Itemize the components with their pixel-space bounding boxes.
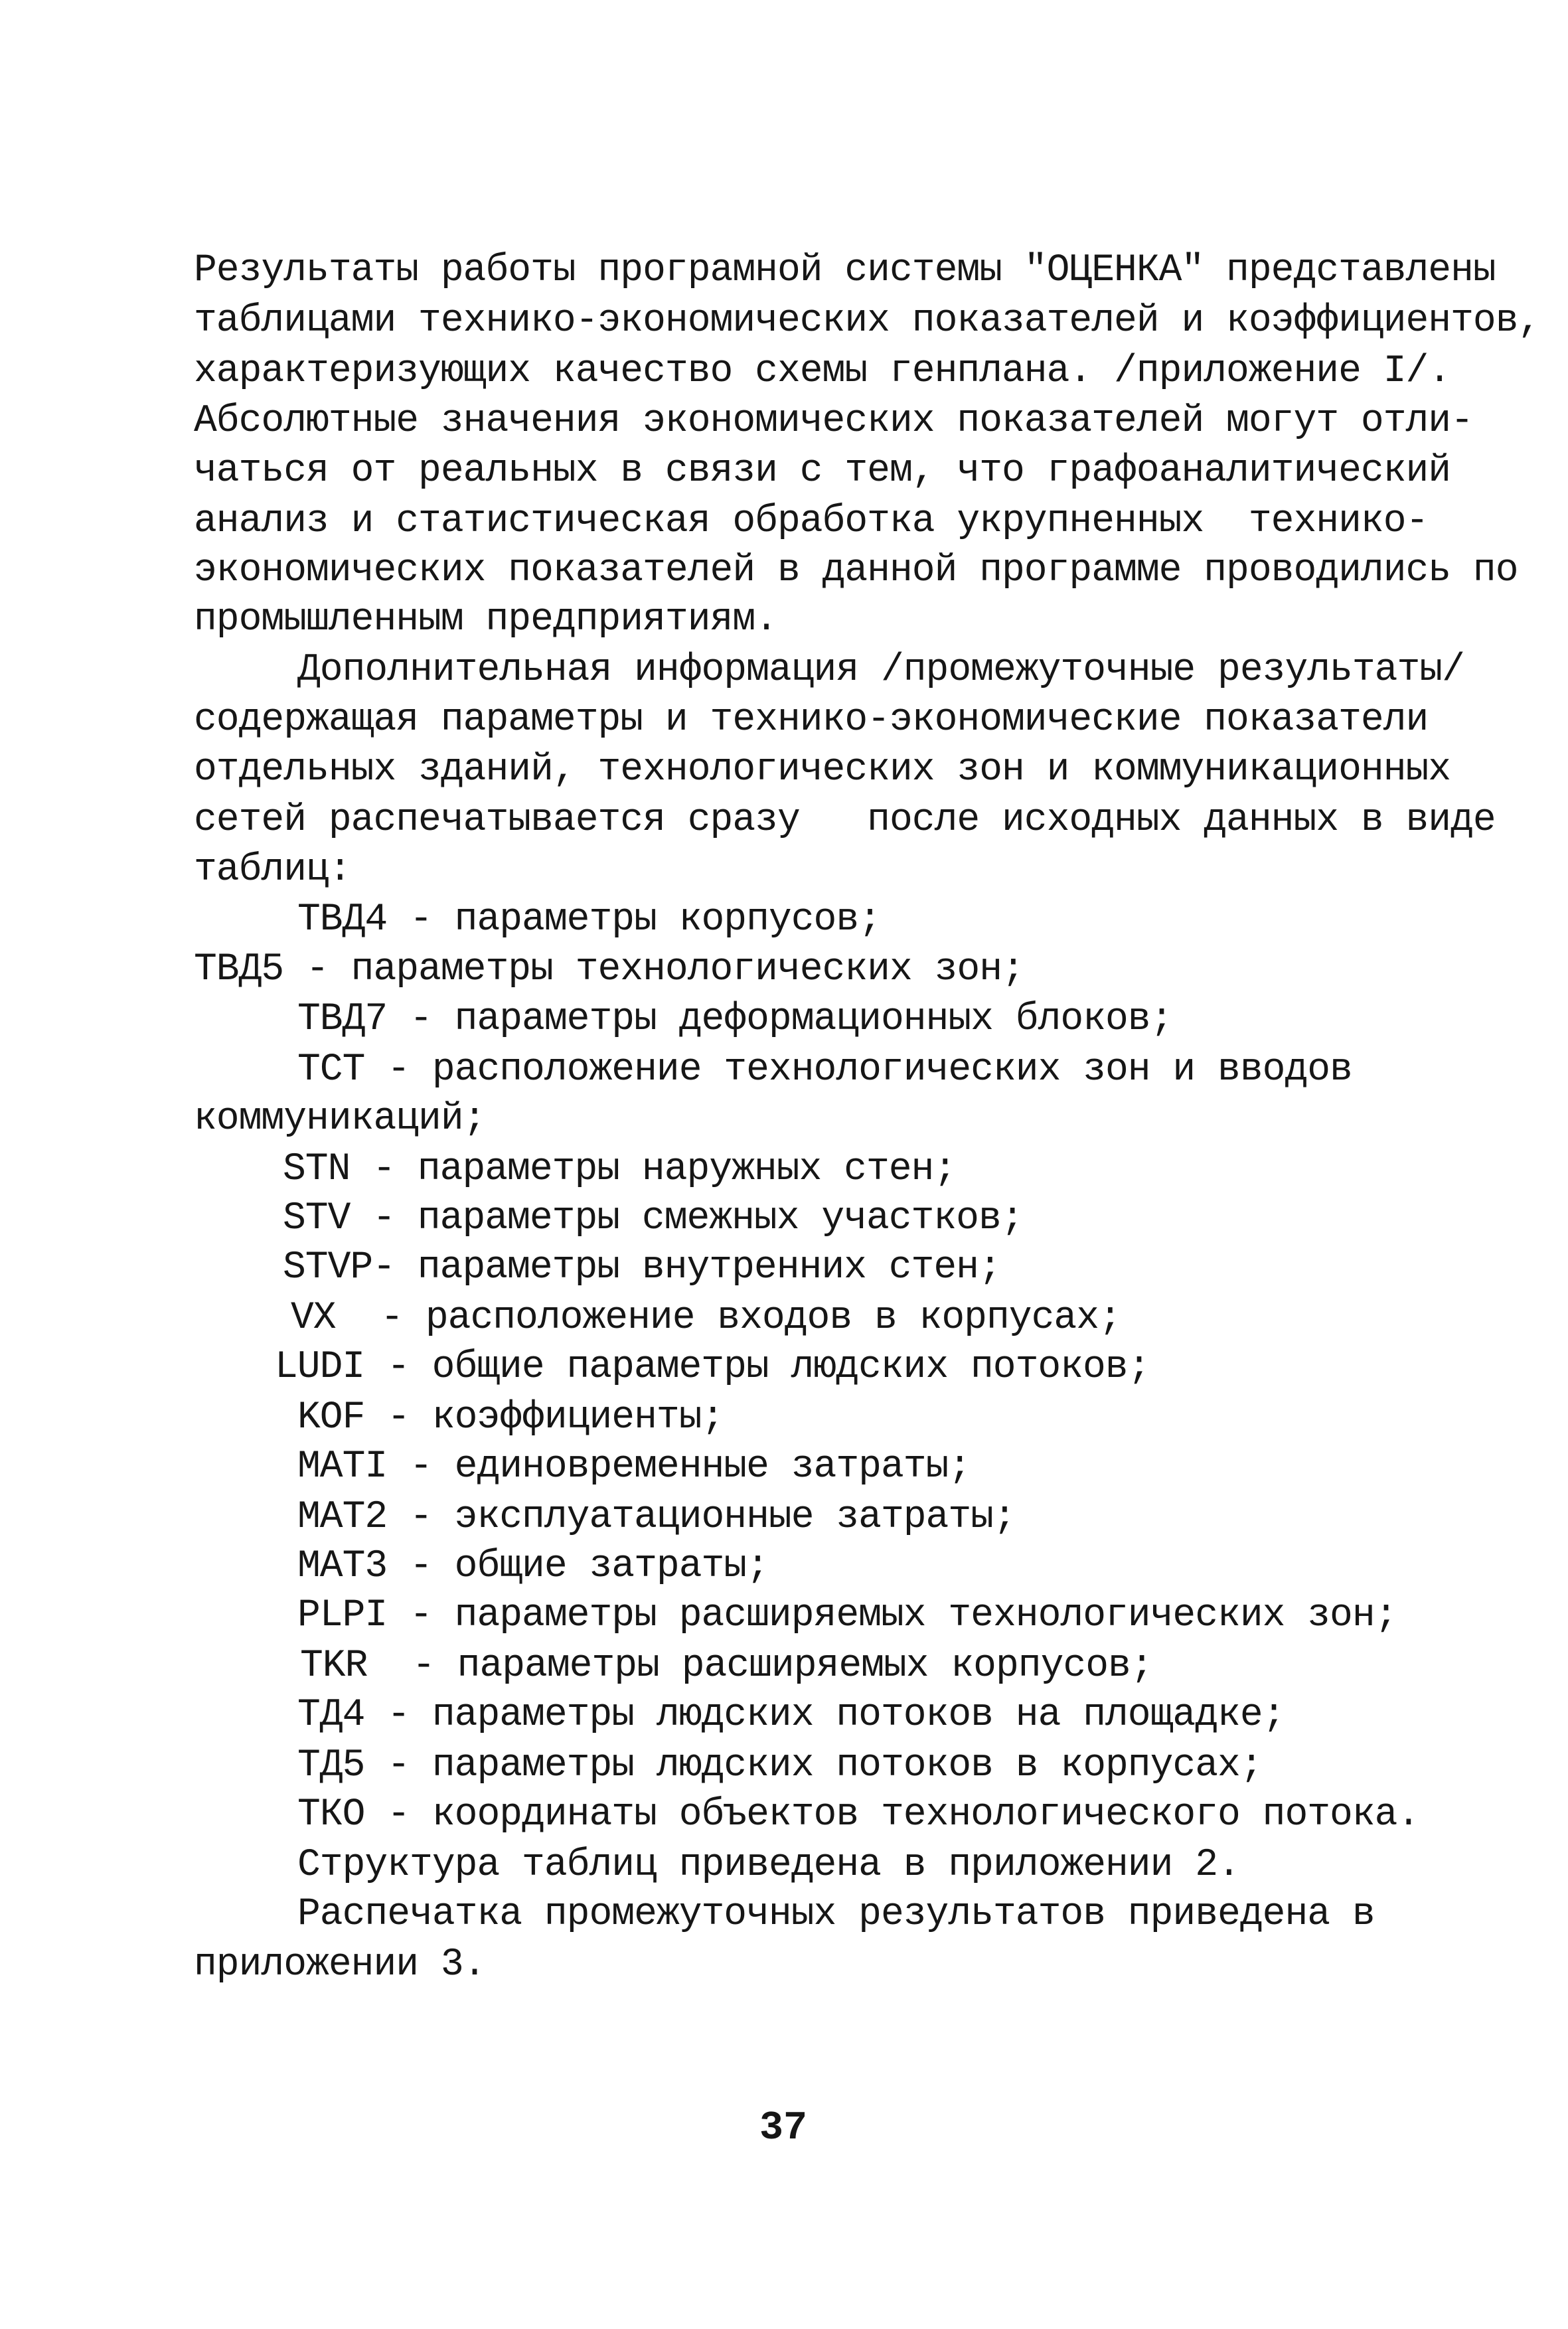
closing-line: Структура таблиц приведена в приложении 2. [297,1844,1240,1887]
table-list-item: ТКО - координаты объектов технологического потока. [297,1793,1420,1836]
table-list-item: ТД4 - параметры людских потоков на площадке; [297,1694,1285,1737]
table-list-item: коммуникаций; [194,1097,486,1141]
paragraph2-line: таблиц: [194,848,351,892]
table-list-item: MATI - единовременные затраты; [297,1445,971,1488]
paragraph1-line: Абсолютные значения экономических показателей могут отли- [194,400,1473,443]
closing-line: приложении 3. [194,1943,486,1986]
paragraph1-line: таблицами технико-экономических показателей и коэффициентов, [194,299,1541,343]
paragraph2-line: Дополнительная информация /промежуточные результаты/ [297,649,1464,692]
table-list-item: ТВД4 - параметры корпусов; [297,898,881,941]
paragraph1-line: характеризующих качество схемы генплана. /приложение I/. [194,350,1451,393]
table-list-item: STV - параметры смежных участков; [283,1197,1024,1240]
table-list-item: ТСТ - расположение технологических зон и вводов [297,1048,1352,1091]
table-list-item: ТВД5 - параметры технологических зон; [194,948,1024,991]
page-number: 37 [759,2106,807,2151]
paragraph1-line: анализ и статистическая обработка укрупненных технико- [194,500,1429,543]
paragraph2-line: содержащая параметры и технико-экономические показатели [194,698,1429,742]
table-list-item: VX - расположение входов в корпусах; [291,1297,1121,1340]
table-list-item: KOF - коэффициенты; [297,1396,724,1439]
table-list-item: STN - параметры наружных стен; [283,1148,957,1191]
paragraph1-line: экономических показателей в данной программе проводились по [194,549,1518,592]
table-list-item: STVP- параметры внутренних стен; [283,1246,1001,1289]
paragraph2-line: сетей распечатывается сразу после исходных данных в виде [194,799,1496,842]
table-list-item: MAT3 - общие затраты; [297,1545,769,1588]
paragraph1-line: промышленным предприятиям. [194,598,777,641]
closing-line: Распечатка промежуточных результатов приведена в [297,1893,1375,1936]
table-list-item: LUDI - общие параметры людских потоков; [275,1346,1150,1389]
table-list-item: ТВД7 - параметры деформационных блоков; [297,998,1173,1041]
table-list-item: ТД5 - параметры людских потоков в корпусах; [297,1744,1263,1787]
paragraph2-line: отдельных зданий, технологических зон и коммуникационных [194,748,1451,791]
paragraph1-line: чаться от реальных в связи с тем, что графоаналитический [194,449,1451,493]
paragraph1-line: Результаты работы програмной системы "ОЦЕНКА" представлены [194,249,1496,292]
table-list-item: PLPI - параметры расширяемых технологических зон; [297,1594,1397,1637]
table-list-item: TKR - параметры расширяемых корпусов; [300,1645,1153,1688]
table-list-item: MAT2 - эксплуатационные затраты; [297,1496,1016,1539]
